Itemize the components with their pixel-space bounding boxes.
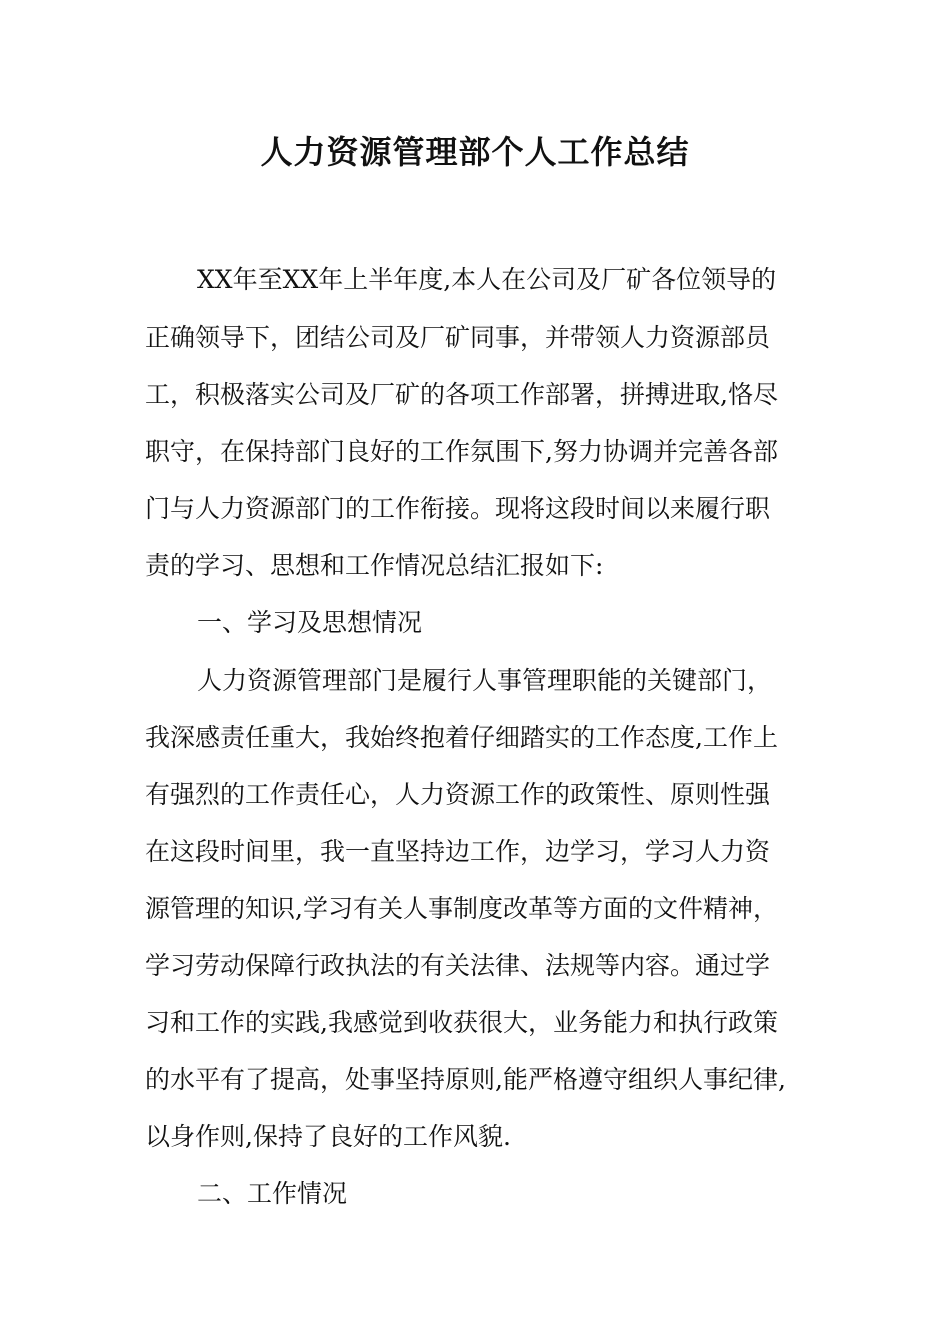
paragraph-line: 以身作则,保持了良好的工作风貌. [145, 1122, 511, 1151]
paragraph-line: 人力资源管理部门是履行人事管理职能的关键部门， [197, 666, 773, 695]
document-title: 人力资源管理部个人工作总结 [260, 133, 690, 171]
paragraph-line: 学习劳动保障行政执法的有关法律、法规等内容。通过学 [145, 951, 771, 980]
paragraph-line: XX年至XX年上半年度,本人在公司及厂矿各位领导的 [197, 265, 777, 294]
paragraph-line: 习和工作的实践,我感觉到收获很大，业务能力和执行政策 [145, 1008, 778, 1037]
paragraph-line: 源管理的知识,学习有关人事制度改革等方面的文件精神， [145, 894, 778, 923]
paragraph-line: 我深感责任重大，我始终抱着仔细踏实的工作态度,工作上 [145, 723, 778, 752]
paragraph-line: 职守，在保持部门良好的工作氛围下,努力协调并完善各部 [145, 437, 778, 466]
paragraph-line: 责的学习、思想和工作情况总结汇报如下: [145, 551, 604, 580]
paragraph-line: 正确领导下，团结公司及厂矿同事，并带领人力资源部员 [145, 323, 771, 352]
paragraph-line: 工，积极落实公司及厂矿的各项工作部署，拼搏进取,恪尽 [145, 380, 778, 409]
paragraph-line: 门与人力资源部门的工作衔接。现将这段时间以来履行职 [145, 494, 771, 523]
paragraph-line: 在这段时间里，我一直坚持边工作，边学习，学习人力资 [145, 837, 771, 866]
paragraph-line: 的水平有了提高，处事坚持原则,能严格遵守组织人事纪律, [145, 1065, 786, 1094]
section-heading: 二、工作情况 [197, 1179, 348, 1208]
paragraph-line: 有强烈的工作责任心，人力资源工作的政策性、原则性强 [145, 780, 771, 809]
section-heading: 一、学习及思想情况 [197, 608, 423, 637]
